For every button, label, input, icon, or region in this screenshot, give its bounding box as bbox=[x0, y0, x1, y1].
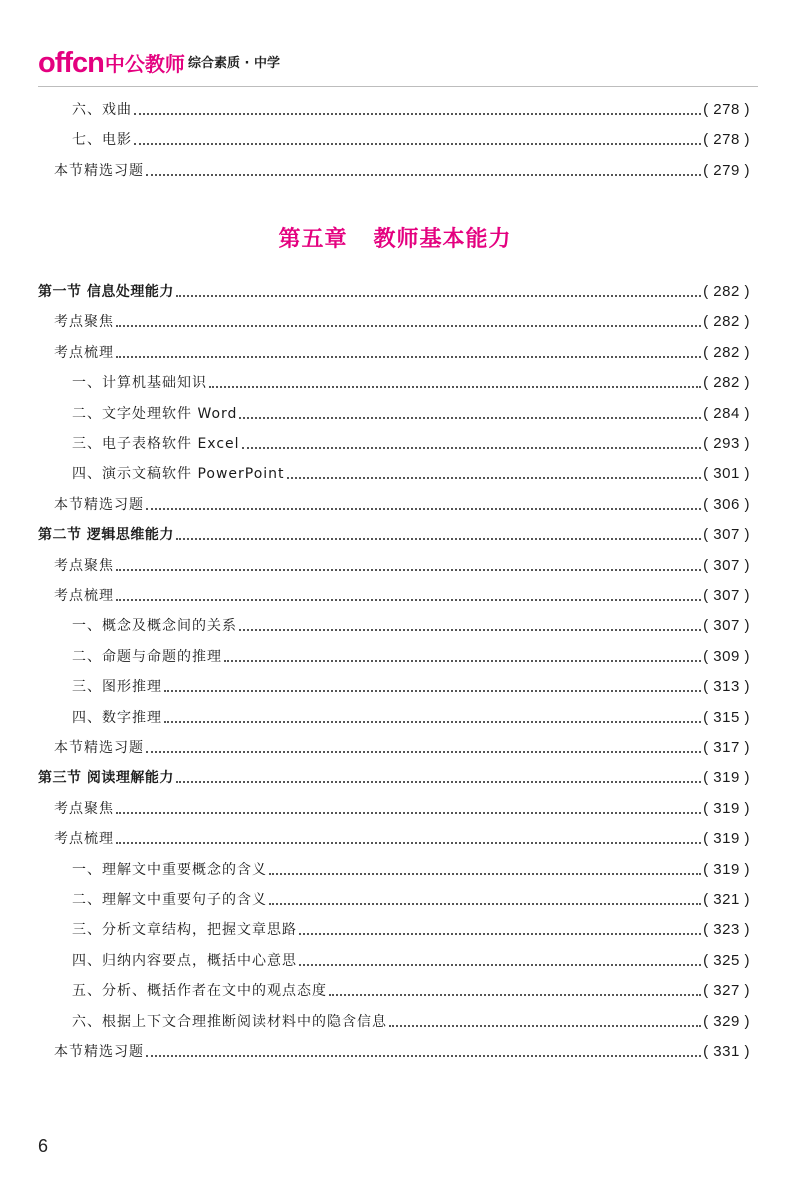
toc-dot-leader bbox=[269, 873, 701, 875]
toc-entry-page: ( 284 ) bbox=[703, 404, 750, 422]
toc-entry-label: 本节精选习题 bbox=[54, 1044, 144, 1060]
toc-dot-leader bbox=[146, 751, 701, 753]
toc-entry-label: 四、数字推理 bbox=[72, 709, 162, 726]
toc-dot-leader bbox=[116, 599, 701, 601]
toc-entry-page: ( 315 ) bbox=[703, 708, 750, 726]
toc-dot-leader bbox=[134, 143, 701, 145]
toc-entry-page: ( 313 ) bbox=[703, 678, 750, 696]
book-subtitle: 综合素质 · 中学 bbox=[188, 56, 280, 71]
toc-entry-label: 一、理解文中重要概念的含义 bbox=[72, 861, 267, 878]
toc-dot-leader bbox=[224, 660, 701, 662]
toc-entry[interactable] bbox=[38, 645, 750, 667]
toc-entry[interactable] bbox=[38, 462, 750, 484]
toc-entry-label: 六、根据上下文合理推断阅读材料中的隐含信息 bbox=[72, 1013, 387, 1030]
toc-entry[interactable] bbox=[38, 341, 750, 363]
toc-entry-label: 本节精选习题 bbox=[54, 162, 144, 179]
toc-entry[interactable] bbox=[38, 1040, 750, 1062]
toc-dot-leader bbox=[299, 933, 701, 935]
toc-entry-page: ( 279 ) bbox=[703, 161, 750, 179]
offcn-logo bbox=[38, 44, 185, 78]
toc-entry-label: 二、文字处理软件 Word bbox=[72, 405, 238, 422]
toc-entry-page: ( 317 ) bbox=[703, 739, 750, 756]
toc-entry-label: 考点聚焦 bbox=[54, 314, 114, 331]
toc-entry-page: ( 293 ) bbox=[703, 435, 750, 452]
toc-entry-page: ( 331 ) bbox=[703, 1043, 750, 1060]
toc-entry-label: 考点梳理 bbox=[54, 344, 114, 361]
toc-dot-leader bbox=[239, 417, 701, 419]
toc-dot-leader bbox=[134, 113, 701, 115]
toc-dot-leader bbox=[116, 325, 701, 327]
toc-dot-leader bbox=[146, 1055, 701, 1057]
toc-entry[interactable] bbox=[38, 888, 750, 910]
toc-entry-label: 第二节 逻辑思维能力 bbox=[38, 527, 174, 544]
toc-dot-leader bbox=[176, 538, 701, 540]
toc-entry-page: ( 282 ) bbox=[703, 343, 750, 361]
toc-entry[interactable] bbox=[38, 706, 750, 728]
toc-entry-page: ( 327 ) bbox=[703, 982, 750, 1000]
toc-entry[interactable] bbox=[38, 614, 750, 636]
toc-entry-page: ( 282 ) bbox=[703, 374, 750, 392]
toc-entry-label: 六、戏曲 bbox=[72, 102, 132, 118]
toc-entry[interactable] bbox=[38, 1010, 750, 1032]
toc-dot-leader bbox=[116, 356, 701, 358]
toc-entry-page: ( 319 ) bbox=[703, 860, 750, 878]
toc-entry-label: 第三节 阅读理解能力 bbox=[38, 770, 174, 787]
toc-entry-label: 一、概念及概念间的关系 bbox=[72, 618, 237, 635]
toc-entry-label: 考点聚焦 bbox=[54, 800, 114, 817]
toc-entry[interactable] bbox=[38, 371, 750, 393]
toc-entry-label: 第一节 信息处理能力 bbox=[38, 284, 174, 300]
toc-entry-label: 考点梳理 bbox=[54, 831, 114, 848]
toc-dot-leader bbox=[329, 994, 701, 996]
toc-entry[interactable] bbox=[38, 159, 750, 181]
toc-section-heading[interactable] bbox=[38, 523, 750, 545]
toc-entry-label: 一、计算机基础知识 bbox=[72, 375, 207, 392]
toc-dot-leader bbox=[299, 964, 701, 966]
toc-dot-leader bbox=[164, 721, 701, 723]
toc-dot-leader bbox=[116, 812, 701, 814]
toc-entry-page: ( 307 ) bbox=[703, 617, 750, 635]
toc-entry-label: 二、命题与命题的推理 bbox=[72, 648, 222, 665]
toc-dot-leader bbox=[239, 629, 701, 631]
toc-dot-leader bbox=[146, 174, 701, 176]
toc-entry-page: ( 307 ) bbox=[703, 526, 750, 544]
toc-entry-page: ( 319 ) bbox=[703, 769, 750, 787]
toc-entry-page: ( 325 ) bbox=[703, 951, 750, 969]
toc-entry[interactable] bbox=[38, 128, 750, 150]
toc-entry-page: ( 309 ) bbox=[703, 647, 750, 665]
toc-entry[interactable] bbox=[38, 402, 750, 424]
toc-entry-label: 本节精选习题 bbox=[54, 740, 144, 756]
toc-entry[interactable] bbox=[38, 949, 750, 971]
toc-dot-leader bbox=[269, 903, 701, 905]
toc-entry[interactable] bbox=[38, 432, 750, 454]
toc-entry-label: 考点梳理 bbox=[54, 588, 114, 604]
toc-section-heading[interactable] bbox=[38, 766, 750, 788]
logo-latin-text: offcn bbox=[38, 47, 104, 79]
toc-entry[interactable] bbox=[38, 675, 750, 697]
toc-entry-page: ( 282 ) bbox=[703, 283, 750, 300]
toc-entry-label: 七、电影 bbox=[72, 132, 132, 149]
toc-entry[interactable] bbox=[38, 797, 750, 819]
toc-dot-leader bbox=[287, 477, 702, 479]
toc-entry[interactable] bbox=[38, 98, 750, 120]
logo-chinese-text: 中公教师 bbox=[104, 52, 185, 76]
toc-dot-leader bbox=[176, 295, 701, 297]
toc-entry-page: ( 307 ) bbox=[703, 556, 750, 574]
page-header bbox=[38, 44, 758, 78]
toc-entry[interactable] bbox=[38, 979, 750, 1001]
toc-entry[interactable] bbox=[38, 493, 750, 515]
chapter-title: 第五章 教师基本能力 bbox=[278, 226, 512, 252]
toc-entry-label: 考点聚焦 bbox=[54, 557, 114, 574]
toc-entry-page: ( 282 ) bbox=[703, 313, 750, 331]
toc-section-heading[interactable] bbox=[38, 280, 750, 302]
toc-dot-leader bbox=[176, 781, 701, 783]
toc-entry-page: ( 301 ) bbox=[703, 465, 750, 483]
toc-entry-label: 三、分析文章结构，把握文章思路 bbox=[72, 922, 297, 939]
toc-dot-leader bbox=[209, 386, 701, 388]
toc-entry-page: ( 319 ) bbox=[703, 799, 750, 817]
toc-entry-page: ( 321 ) bbox=[703, 891, 750, 908]
toc-entry[interactable] bbox=[38, 310, 750, 332]
toc-entry-label: 三、电子表格软件 Excel bbox=[72, 436, 240, 452]
toc-dot-leader bbox=[242, 447, 702, 449]
header-divider bbox=[38, 86, 758, 87]
toc-entry-label: 三、图形推理 bbox=[72, 679, 162, 696]
toc-entry-label: 二、理解文中重要句子的含义 bbox=[72, 892, 267, 908]
toc-entry[interactable] bbox=[38, 918, 750, 940]
toc-dot-leader bbox=[116, 842, 701, 844]
toc-dot-leader bbox=[389, 1025, 701, 1027]
toc-entry-label: 五、分析、概括作者在文中的观点态度 bbox=[72, 983, 327, 1000]
toc-entry[interactable] bbox=[38, 827, 750, 849]
toc-entry-page: ( 306 ) bbox=[703, 495, 750, 513]
toc-entry-page: ( 319 ) bbox=[703, 830, 750, 848]
toc-entry[interactable] bbox=[38, 858, 750, 880]
toc-dot-leader bbox=[146, 508, 701, 510]
toc-entry-label: 四、归纳内容要点，概括中心意思 bbox=[72, 952, 297, 969]
toc-dot-leader bbox=[164, 690, 701, 692]
toc-entry-page: ( 323 ) bbox=[703, 921, 750, 939]
toc-dot-leader bbox=[116, 569, 701, 571]
toc-entry[interactable] bbox=[38, 554, 750, 576]
toc-entry-label: 本节精选习题 bbox=[54, 496, 144, 513]
toc-entry-page: ( 278 ) bbox=[703, 131, 750, 149]
page-number: 6 bbox=[38, 1136, 49, 1156]
toc-entry-page: ( 278 ) bbox=[703, 101, 750, 118]
toc-entry-label: 四、演示文稿软件 PowerPoint bbox=[72, 466, 285, 483]
toc-entry-page: ( 329 ) bbox=[703, 1012, 750, 1030]
toc-entry[interactable] bbox=[38, 736, 750, 758]
toc-entry[interactable] bbox=[38, 584, 750, 606]
toc-entry-page: ( 307 ) bbox=[703, 587, 750, 604]
